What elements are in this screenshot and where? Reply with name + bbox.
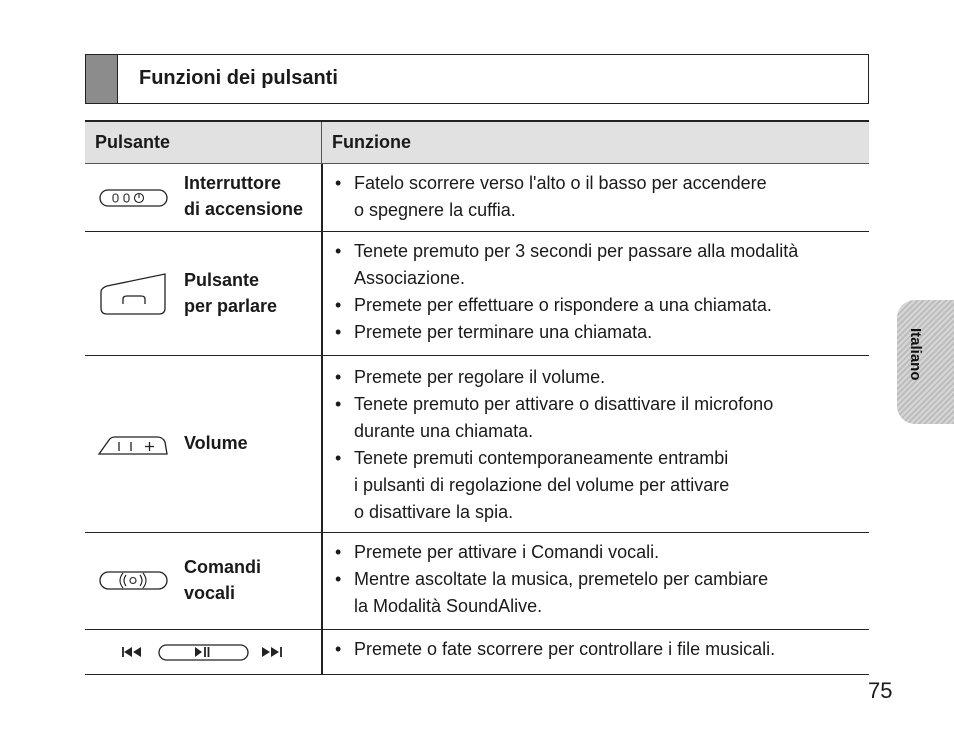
table-header xyxy=(85,120,869,164)
function-list-media xyxy=(332,636,862,663)
table-row-volume xyxy=(85,356,869,533)
list-item: • Tenete premuto per attivare o disattivare il microfono durante una chiamata. xyxy=(335,394,774,441)
media-controls-icon xyxy=(121,644,287,662)
list-item: • Premete per regolare il volume. xyxy=(335,367,606,387)
section-header xyxy=(85,54,869,104)
button-name-talk: Pulsante per parlare xyxy=(184,270,278,316)
language-tab-label: Italiano xyxy=(907,328,924,381)
list-item: • Fatelo scorrere verso l'alto o il basso per accendere o spegnere la cuffia. xyxy=(335,173,767,220)
table-row-talk xyxy=(85,232,869,356)
function-list-voice xyxy=(332,539,862,620)
power-switch-icon xyxy=(99,188,169,208)
talk-button-icon xyxy=(97,272,169,316)
list-item: • Tenete premuti contemporaneamente entrambi i pulsanti di regolazione del volume per attivare o disattivare la spia. xyxy=(335,448,730,522)
list-item: • Mentre ascoltate la musica, premetelo per cambiare la Modalità SoundAlive. xyxy=(335,569,769,616)
button-name-volume: Volume xyxy=(184,433,248,453)
table-row-power xyxy=(85,164,869,232)
function-list-power xyxy=(332,170,862,224)
list-item: • Premete per attivare i Comandi vocali. xyxy=(335,542,660,562)
volume-button-icon xyxy=(97,434,169,456)
section-header-accent xyxy=(86,55,118,103)
list-item: • Premete per effettuare o rispondere a una chiamata. xyxy=(335,295,772,315)
function-list-volume xyxy=(332,364,862,526)
button-function-table xyxy=(85,120,869,675)
button-name-power: Interruttore di accensione xyxy=(184,173,304,219)
table-row-media xyxy=(85,630,869,675)
button-name-voice: Comandi vocali xyxy=(184,557,262,603)
list-item: • Premete per terminare una chiamata. xyxy=(335,322,653,342)
section-title: Funzioni dei pulsanti xyxy=(139,67,338,89)
function-list-talk xyxy=(332,238,862,346)
table-row-voice xyxy=(85,533,869,630)
column-header-button: Pulsante xyxy=(95,132,171,152)
list-item: • Premete o fate scorrere per controllare i file musicali. xyxy=(335,639,776,659)
column-header-function: Funzione xyxy=(332,132,411,152)
voice-command-button-icon xyxy=(99,570,169,592)
page-number: 75 xyxy=(868,678,893,703)
language-tab[interactable] xyxy=(897,300,954,424)
list-item: • Tenete premuto per 3 secondi per passare alla modalità Associazione. xyxy=(335,241,799,288)
